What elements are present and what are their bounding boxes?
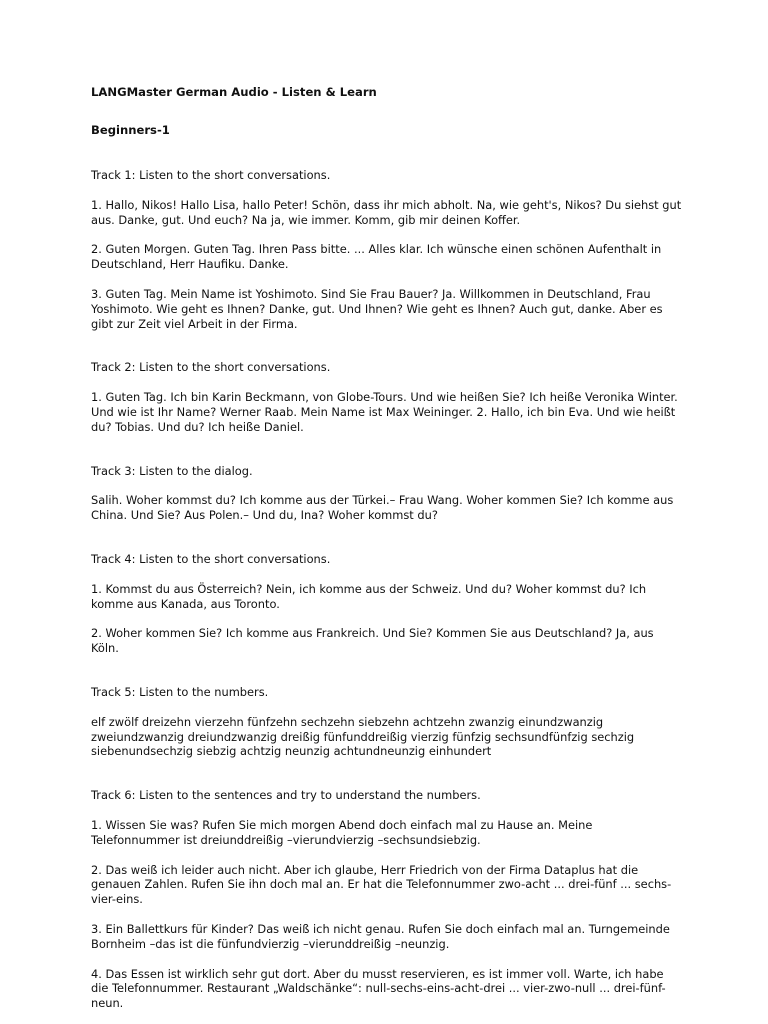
track-6-paragraph-3: 3. Ein Ballettkurs für Kinder? Das weiß ich nicht genau. Rufen Sie doch einfach mal an. Turngemeinde Bornheim –das ist die fünfundvierzig –vierunddreißig –neunzig.	[91, 921, 670, 951]
track-6-paragraph-1: 1. Wissen Sie was? Rufen Sie mich morgen Abend doch einfach mal zu Hause an. Meine Telefonnummer ist dreiunddreißig –vierundvierzig –sechsundsiebzig.	[91, 817, 593, 847]
track-2-paragraph-1: 1. Guten Tag. Ich bin Karin Beckmann, von Globe-Tours. Und wie heißen Sie? Ich heiße Veronika Winter. Und wie ist Ihr Name? Werner Raab. Mein Name ist Max Weininger. 2. Hallo, ich bin Eva. Und wie heißt du? Tobias. Und du? Ich heiße Daniel.	[91, 390, 678, 434]
level-heading: Beginners-1	[91, 123, 170, 137]
track-6-paragraph-4: 4. Das Essen ist wirklich sehr gut dort. Aber du musst reservieren, es ist immer voll. Warte, ich habe die Telefonnummer. Restaurant „Waldschänke“: null-sechs-eins-acht-drei ... vier-zwo-null ... drei-fünf-neun.	[91, 966, 666, 1011]
track-4-paragraph-2: 2. Woher kommen Sie? Ich komme aus Frankreich. Und Sie? Kommen Sie aus Deutschland? Ja, aus Köln.	[91, 626, 654, 656]
track-2-heading: Track 2: Listen to the short conversations.	[91, 360, 331, 375]
track-1-heading: Track 1: Listen to the short conversations.	[91, 168, 331, 182]
document-title: LANGMaster German Audio - Listen & Learn	[91, 85, 377, 99]
track-6-paragraph-2: 2. Das weiß ich leider auch nicht. Aber ich glaube, Herr Friedrich von der Firma Dataplus hat die genauen Zahlen. Rufen Sie ihn doch mal an. Er hat die Telefonnummer zwo-acht ... drei-fünf ... sechs-vier-eins.	[91, 862, 672, 907]
track-3-heading: Track 3: Listen to the dialog.	[91, 463, 253, 478]
track-3-paragraph-1: Salih. Woher kommst du? Ich komme aus der Türkei.– Frau Wang. Woher kommen Sie? Ich komme aus China. Und Sie? Aus Polen.– Und du, Ina? Woher kommst du?	[91, 493, 674, 523]
document-body	[91, 84, 683, 1011]
track-1-paragraph-1: 1. Hallo, Nikos! Hallo Lisa, hallo Peter! Schön, dass ihr mich abholt. Na, wie geht's, Nikos? Du siehst gut aus. Danke, gut. Und euch? Na ja, wie immer. Komm, gib mir deinen Koffer.	[91, 197, 682, 227]
track-5-heading: Track 5: Listen to the numbers.	[91, 684, 269, 699]
track-4-paragraph-1: 1. Kommst du aus Österreich? Nein, ich komme aus der Schweiz. Und du? Woher kommst du? Ich komme aus Kanada, aus Toronto.	[91, 581, 647, 611]
track-1-paragraph-2: 2. Guten Morgen. Guten Tag. Ihren Pass bitte. ... Alles klar. Ich wünsche einen schönen Aufenthalt in Deutschland, Herr Haufiku. Danke.	[91, 242, 662, 272]
track-1-paragraph-3: 3. Guten Tag. Mein Name ist Yoshimoto. Sind Sie Frau Bauer? Ja. Willkommen in Deutschland, Frau Yoshimoto. Wie geht es Ihnen? Danke, gut. Und Ihnen? Wie geht es Ihnen? Auch gut, danke. Aber es gibt zur Zeit viel Arbeit in der Firma.	[91, 286, 663, 331]
track-4-heading: Track 4: Listen to the short conversations.	[91, 551, 331, 566]
track-6-heading: Track 6: Listen to the sentences and try to understand the numbers.	[91, 788, 481, 803]
track-5-paragraph-1: elf zwölf dreizehn vierzehn fünfzehn sechzehn siebzehn achtzehn zwanzig einundzwanzig zweiundzwanzig dreiundzwanzig dreißig fünfunddreißig vierzig fünfzig sechsundfünfzig sechzig siebenundsechzig siebzig achtzig neunzig achtundneunzig einhundert	[91, 714, 635, 759]
